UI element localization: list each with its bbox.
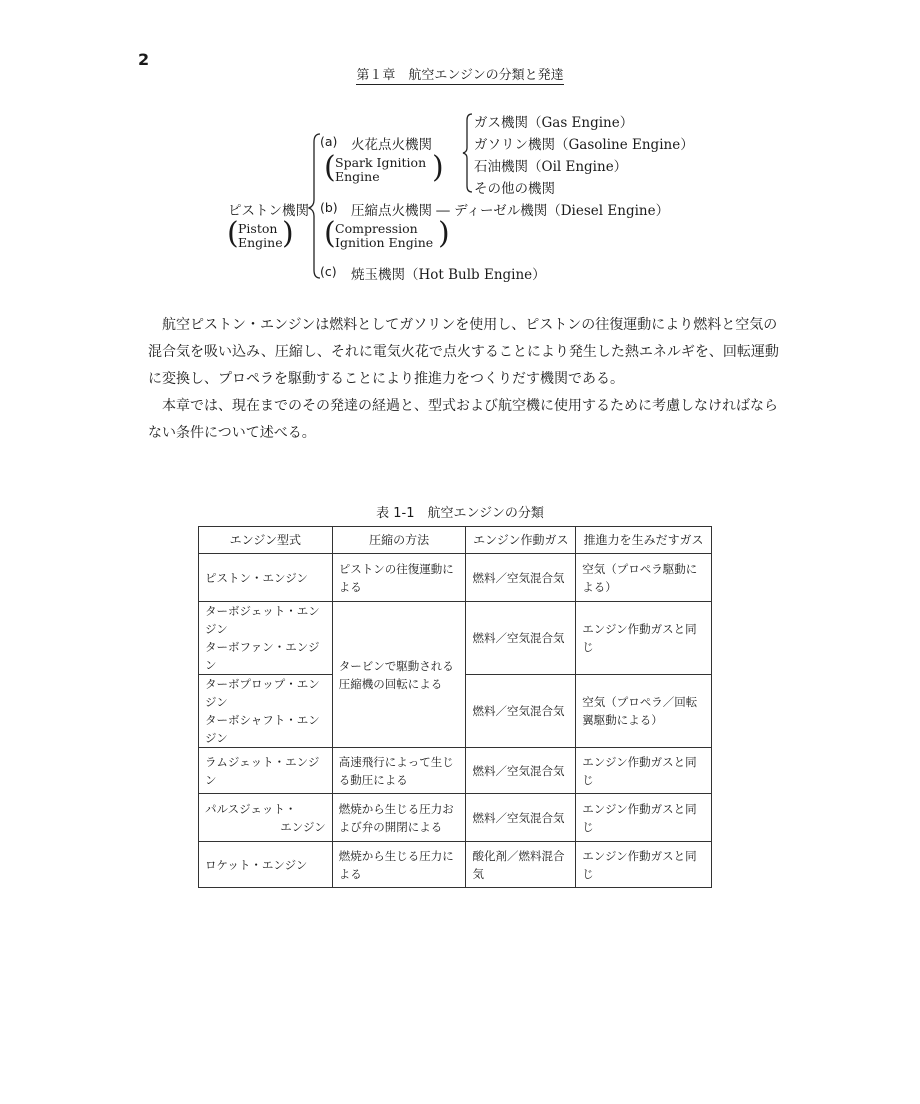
cell-gas: 酸化剤／燃料混合気 (466, 842, 576, 888)
a-label-en-2: Engine (335, 169, 380, 184)
body-text (148, 312, 788, 447)
marker-a: (a) (320, 134, 338, 149)
header-thrust-gas: 推進力を生みだすガス (576, 527, 712, 554)
cell-type: ラムジェット・エンジン (199, 748, 333, 794)
cell-type (199, 794, 333, 842)
cell-thrust: エンジン作動ガスと同じ (576, 602, 712, 675)
paragraph-2: 本章では、現在までのその発達の経過と、型式および航空機に使用するために考慮しなければならない条件について述べる。 (148, 398, 778, 441)
b-paren-left: ( (324, 216, 336, 251)
table-row (199, 794, 712, 842)
a-paren-right: ) (432, 150, 444, 185)
root-paren-left: ( (227, 216, 239, 251)
root-paren-right: ) (282, 216, 294, 251)
a-child-2: ガソリン機関（Gasoline Engine） (474, 137, 694, 153)
cell-type-line-2: エンジン (280, 819, 326, 834)
cell-gas: 燃料／空気混合気 (466, 748, 576, 794)
cell-method: 燃焼から生じる圧力および弁の開閉による (332, 794, 466, 842)
b-label-en-1: Compression (335, 221, 418, 236)
table-row (199, 602, 712, 675)
cell-gas: 燃料／空気混合気 (466, 602, 576, 675)
table-row (199, 554, 712, 602)
cell-type-line-2: ターボファン・エンジン (205, 640, 320, 672)
table-row (199, 748, 712, 794)
header-engine-type: エンジン型式 (199, 527, 333, 554)
marker-b: (b) (320, 200, 338, 215)
a-label-en-1: Spark Ignition (335, 155, 427, 170)
a-label-ja: 火花点火機関 (351, 137, 432, 153)
a-paren-left: ( (324, 150, 336, 185)
header-working-gas: エンジン作動ガス (466, 527, 576, 554)
cell-type-line-2: ターボシャフト・エンジン (205, 713, 320, 745)
root-label-ja: ピストン機関 (228, 203, 309, 219)
cell-type-line-1: ターボプロップ・エンジン (205, 677, 320, 709)
cell-type: ピストン・エンジン (199, 554, 333, 602)
cell-type-line-1: パルスジェット・ (205, 801, 297, 816)
engine-classification-table (198, 526, 712, 888)
a-child-4: その他の機関 (474, 181, 555, 197)
b-label-ja: 圧縮点火機関 ― ディーゼル機関（Diesel Engine） (351, 203, 670, 219)
table-row (199, 842, 712, 888)
root-label-en-1: Piston (238, 221, 278, 236)
b-paren-right: ) (438, 216, 450, 251)
cell-type: ロケット・エンジン (199, 842, 333, 888)
cell-method: ピストンの往復運動による (332, 554, 466, 602)
header-compression: 圧縮の方法 (332, 527, 466, 554)
cell-type-line-1: ターボジェット・エンジン (205, 604, 320, 636)
cell-thrust: エンジン作動ガスと同じ (576, 748, 712, 794)
c-label-ja: 焼玉機関（Hot Bulb Engine） (351, 267, 546, 283)
cell-gas: 燃料／空気混合気 (466, 675, 576, 748)
cell-gas: 燃料／空気混合気 (466, 794, 576, 842)
root-label-en-2: Engine (238, 235, 283, 250)
cell-thrust: 空気（プロペラ駆動による） (576, 554, 712, 602)
cell-type (199, 602, 333, 675)
cell-method: 高速飛行によって生じる動圧による (332, 748, 466, 794)
cell-thrust: エンジン作動ガスと同じ (576, 794, 712, 842)
a-children-brace (462, 112, 474, 194)
a-child-3: 石油機関（Oil Engine） (474, 159, 628, 175)
a-child-1: ガス機関（Gas Engine） (474, 115, 634, 131)
cell-thrust: エンジン作動ガスと同じ (576, 842, 712, 888)
b-label-en-2: Ignition Engine (335, 235, 434, 250)
cell-gas: 燃料／空気混合気 (466, 554, 576, 602)
table-caption: 表 1-1 航空エンジンの分類 (376, 506, 544, 521)
marker-c: (c) (320, 264, 337, 279)
table-header-row (199, 527, 712, 554)
page-number: 2 (138, 50, 150, 69)
cell-thrust: 空気（プロペラ／回転翼駆動による） (576, 675, 712, 748)
cell-type (199, 675, 333, 748)
cell-method: タービンで駆動される圧縮機の回転による (332, 602, 466, 748)
paragraph-1: 航空ピストン・エンジンは燃料としてガソリンを使用し、ピストンの往復運動により燃料と空気の混合気を吸い込み、圧縮し、それに電気火花で点火することにより発生した熱エネルギを、回転運動に変換し、プロペラを駆動することにより推進力をつくりだす機関である。 (148, 317, 779, 387)
running-header: 第１章 航空エンジンの分類と発達 (356, 68, 564, 83)
cell-method: 燃焼から生じる圧力による (332, 842, 466, 888)
